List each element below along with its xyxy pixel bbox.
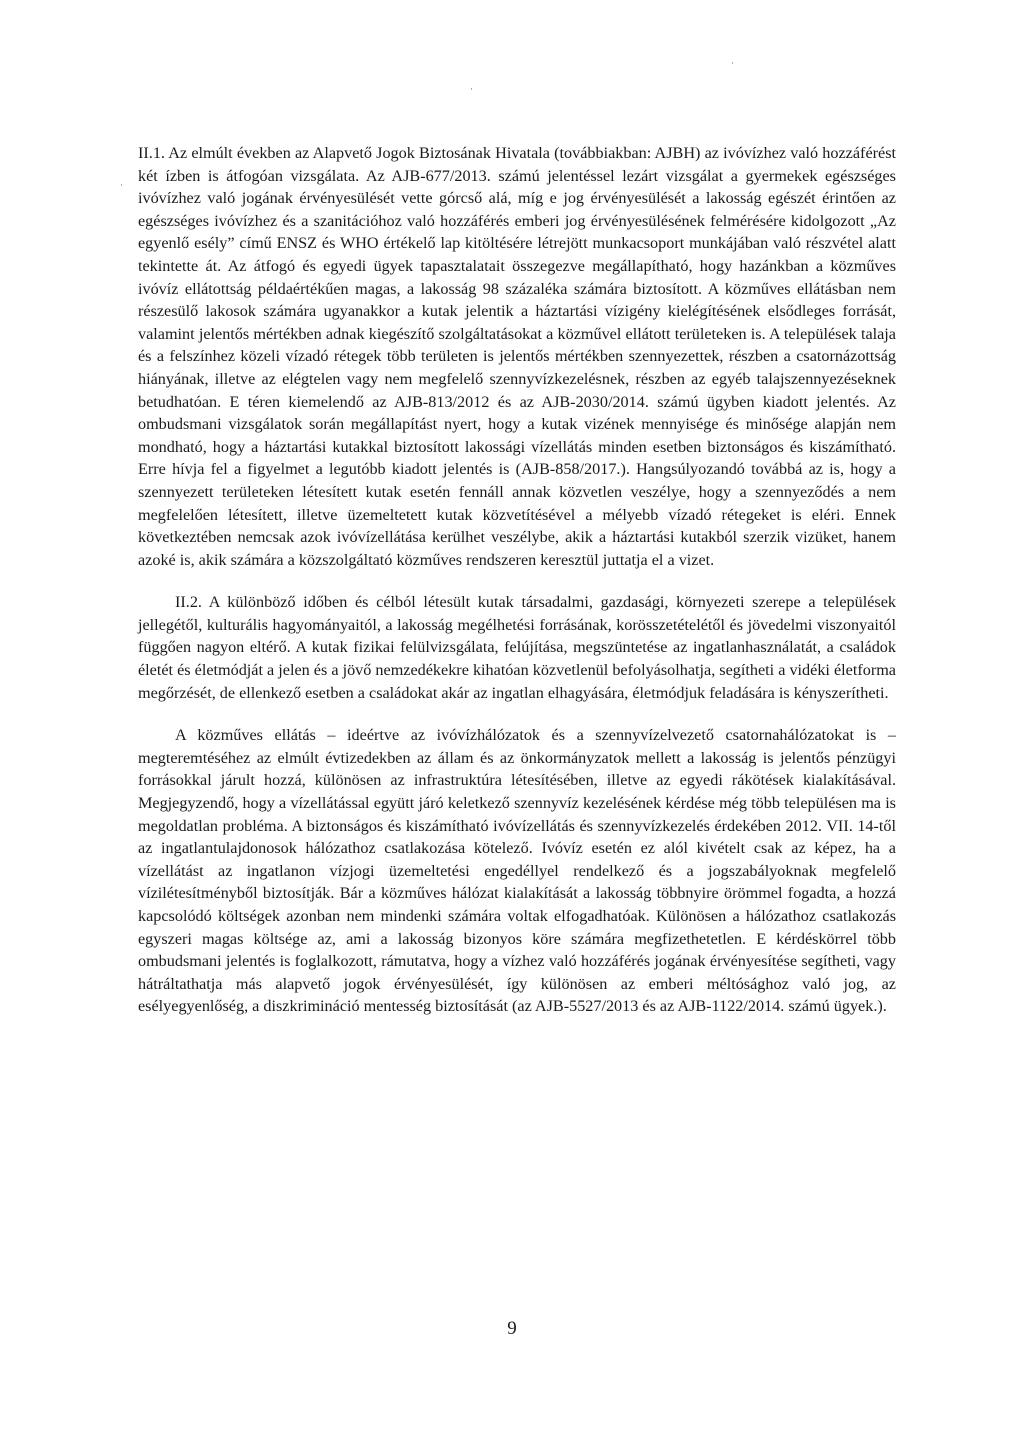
- paragraph-ii-2: II.2. A különböző időben és célból létesült kutak társadalmi, gazdasági, környezeti szerepe a települések jellegétől, kulturális hagyományaitól, a lakosság megélhetési forrásának, korösszetételétől és jövedelmi viszonyaitól függően nagyon eltérő. A kutak fizikai felülvizsgálata, felújítása, megszüntetése az ingatlanhasználatát, a családok életét és életmódját a jelen és a jövő nemzedékekre kihatóan közvetlenül befolyásolhatja, segítheti a vidéki életforma megőrzését, de ellenkező esetben a családokat akár az ingatlan elhagyására, életmódjuk feladására is kényszerítheti.: [138, 593, 896, 702]
- page-number: 9: [507, 1318, 517, 1339]
- scan-speck: ·: [470, 84, 473, 94]
- scan-speck: ·: [120, 180, 123, 190]
- paragraph-kozmuves-ellatas: A közműves ellátás – ideértve az ivóvízhálózatok és a szennyvízelvezető csatornahálózatokat is – megteremtéséhez az elmúlt évtizedekben az állam és az önkormányzatok mellett a lakosság is jelentős pénzügyi forrásokkal járult hozzá, különösen az infrastruktúra létesítésében, illetve az egyedi rákötések kialakításával. Megjegyzendő, hogy a vízellátással együtt járó keletkező szennyvíz kezelésének kérdése még több településen ma is megoldatlan probléma. A biztonságos és kiszámítható ivóvízellátás és szennyvízkezelés érdekében 2012. VII. 14-től az ingatlantulajdonosok hálózathoz csatlakozása kötelező. Ivóvíz esetén ez alól kivételt csak az képez, ha a vízellátást az ingatlanon vízjogi üzemeltetési engedéllyel rendelkező és a jogszabályoknak megfelelő vízilétesítményből biztosítják. Bár a közműves hálózat kialakítását a lakosság többnyire örömmel fogadta, a hozzá kapcsolódó költségek azonban nem mindenki számára voltak elfogadhatóak. Különösen a hálózathoz csatlakozás egyszeri magas költsége az, ami a lakosság bizonyos köre számára megfizethetetlen. E kérdéskörrel több ombudsmani jelentés is foglalkozott, rámutatva, hogy a vízhez való hozzáférés jogának érvényesítése segítheti, vagy hátráltathatja más alapvető jogok érvényesülését, így különösen az emberi méltósághoz való jog, az esélyegyenlőség, a diszkrimináció mentesség biztosítását (az AJB-5527/2013 és az AJB-1122/2014. számú ügyek.).: [138, 726, 896, 1016]
- paragraph-ii-1: II.1. Az elmúlt években az Alapvető Jogok Biztosának Hivatala (továbbiakban: AJBH) az ivóvízhez való hozzáférést két ízben is átfogóan vizsgálata. Az AJB-677/2013. számú jelentéssel lezárt vizsgálat a gyermekek egészséges ivóvízhez való jogának érvényesülését vette górcső alá, míg e jog érvényesülését a lakosság egészét érintően az egészséges ivóvízhez és a szanitációhoz való hozzáférés emberi jog érvényesülésének felmérésére kidolgozott „Az egyenlő esély” című ENSZ és WHO értékelő lap kitöltésére létrejött munkacsoport munkájában való részvétel alatt tekintette át. Az átfogó és egyedi ügyek tapasztalatait összegezve megállapítható, hogy hazánkban a közműves ivóvíz ellátottság példaértékűen magas, a lakosság 98 százaléka számára biztosított. A közműves ellátásban nem részesülő lakosok számára ugyanakkor a kutak jelentik a háztartási vízigény kielégítésének elsődleges forrását, valamint jelentős mértékben adnak kiegészítő szolgáltatásokat a közművel ellátott területeken is. A települések talaja és a felszínhez közeli vízadó rétegek több területen is jelentős mértékben szennyezettek, részben a csatornázottság hiányának, illetve az elégtelen vagy nem megfelelő szennyvízkezelésnek, részben az egyéb talajszennyezéseknek betudhatóan. E téren kiemelendő az AJB-813/2012 és az AJB-2030/2014. számú ügyben kiadott jelentés. Az ombudsmani vizsgálatok során megállapítást nyert, hogy a kutak vizének mennyisége és minősége alapján nem mondható, hogy a háztartási kutakkal biztosított lakossági vízellátás minden esetben biztonságos és kiszámítható. Erre hívja fel a figyelmet a legutóbb kiadott jelentés is (AJB-858/2017.). Hangsúlyozandó továbbá az is, hogy a szennyezett területeken létesített kutak esetén fennáll annak közvetlen veszélye, hogy a szennyeződés a nem megfelelően létesített, illetve üzemeltetett kutak közvetítésével a mélyebb vízadó rétegeket is eléri. Ennek következtében nemcsak azok ivóvízellátása kerülhet veszélybe, akik a háztartási kutakból szerzik vizüket, hanem azoké is, akik számára a közszolgáltató közműves rendszeren keresztül juttatja el a vizet.: [138, 144, 896, 569]
- scan-speck: ·: [731, 58, 734, 68]
- document-body: [138, 142, 896, 1018]
